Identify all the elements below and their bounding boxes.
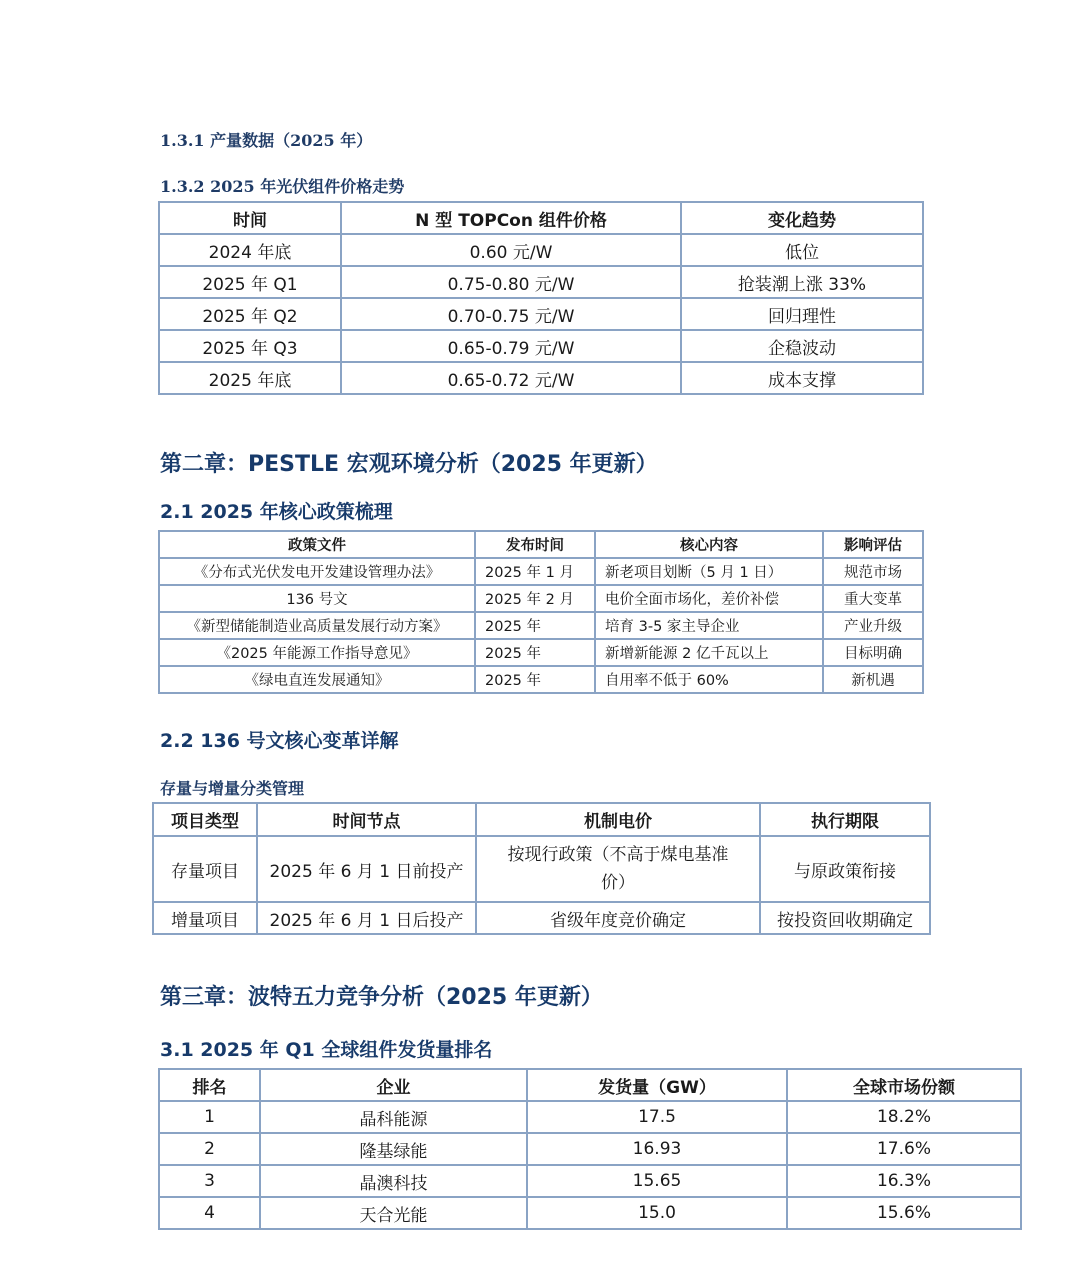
table-cell: 15.65 — [527, 1165, 787, 1197]
classification-table — [152, 802, 931, 935]
table-cell: 0.60 元/W — [341, 234, 681, 266]
header-cell: 影响评估 — [823, 531, 923, 558]
table-cell: 重大变革 — [823, 585, 923, 612]
table-cell: 省级年度竞价确定 — [476, 902, 760, 934]
header-cell: 全球市场份额 — [787, 1069, 1021, 1101]
table-row — [159, 666, 923, 693]
table-cell: 企稳波动 — [681, 330, 923, 362]
table-cell: 培育 3-5 家主导企业 — [595, 612, 823, 639]
table-cell: 2025 年 — [475, 612, 595, 639]
table-cell: 2025 年 — [475, 666, 595, 693]
heading-2-2: 2.2 136 号文核心变革详解 — [160, 730, 399, 752]
table-cell: 按投资回收期确定 — [760, 902, 930, 934]
header-cell: 时间 — [159, 202, 341, 234]
table-cell: 电价全面市场化，差价补偿 — [595, 585, 823, 612]
table-cell: 136 号文 — [159, 585, 475, 612]
table-cell: 1 — [159, 1101, 260, 1133]
table-row — [159, 1133, 1021, 1165]
table-cell: 自用率不低于 60% — [595, 666, 823, 693]
header-cell: 执行期限 — [760, 803, 930, 836]
table-row — [159, 558, 923, 585]
table-cell: 晶科能源 — [260, 1101, 527, 1133]
table-row — [153, 902, 930, 934]
table-cell: 2025 年 6 月 1 日后投产 — [257, 902, 476, 934]
header-cell: 机制电价 — [476, 803, 760, 836]
table-cell: 16.93 — [527, 1133, 787, 1165]
table-cell: 《绿电直连发展通知》 — [159, 666, 475, 693]
table-cell: 低位 — [681, 234, 923, 266]
table-cell: 按现行政策（不高于煤电基准价） — [476, 836, 760, 902]
table-cell: 2024 年底 — [159, 234, 341, 266]
table-cell: 3 — [159, 1165, 260, 1197]
table-cell: 0.75-0.80 元/W — [341, 266, 681, 298]
table-cell: 目标明确 — [823, 639, 923, 666]
table-cell: 2025 年底 — [159, 362, 341, 394]
table-cell: 隆基绿能 — [260, 1133, 527, 1165]
table-cell: 天合光能 — [260, 1197, 527, 1229]
table-header-row — [153, 803, 930, 836]
header-cell: 排名 — [159, 1069, 260, 1101]
header-cell: 政策文件 — [159, 531, 475, 558]
table-header-row — [159, 1069, 1021, 1101]
header-cell: 项目类型 — [153, 803, 257, 836]
table-header-row — [159, 202, 923, 234]
chapter-2-title: 第二章：PESTLE 宏观环境分析（2025 年更新） — [160, 452, 658, 477]
table-cell: 2 — [159, 1133, 260, 1165]
table-row — [159, 585, 923, 612]
header-cell: 时间节点 — [257, 803, 476, 836]
header-cell: 发布时间 — [475, 531, 595, 558]
table-cell: 16.3% — [787, 1165, 1021, 1197]
table-cell: 存量项目 — [153, 836, 257, 902]
table-cell: 规范市场 — [823, 558, 923, 585]
table-cell: 17.5 — [527, 1101, 787, 1133]
table-row — [159, 639, 923, 666]
table-row — [159, 266, 923, 298]
policy-table — [158, 530, 924, 694]
heading-2-1: 2.1 2025 年核心政策梳理 — [160, 501, 393, 523]
table-row — [153, 836, 930, 902]
table-cell: 4 — [159, 1197, 260, 1229]
table-row — [159, 330, 923, 362]
heading-1-3-1: 1.3.1 产量数据（2025 年） — [160, 131, 373, 150]
table-cell: 2025 年 Q1 — [159, 266, 341, 298]
table-cell: 《分布式光伏发电开发建设管理办法》 — [159, 558, 475, 585]
table-cell: 17.6% — [787, 1133, 1021, 1165]
table-cell: 新老项目划断（5 月 1 日） — [595, 558, 823, 585]
table-cell: 新增新能源 2 亿千瓦以上 — [595, 639, 823, 666]
header-cell: 发货量（GW） — [527, 1069, 787, 1101]
table-cell: 成本支撑 — [681, 362, 923, 394]
table-cell: 新机遇 — [823, 666, 923, 693]
table-row — [159, 612, 923, 639]
table-cell: 18.2% — [787, 1101, 1021, 1133]
heading-3-1: 3.1 2025 年 Q1 全球组件发货量排名 — [160, 1039, 493, 1061]
table-cell: 0.65-0.72 元/W — [341, 362, 681, 394]
table-cell: 2025 年 Q3 — [159, 330, 341, 362]
table-cell: 2025 年 1 月 — [475, 558, 595, 585]
table-cell: 2025 年 — [475, 639, 595, 666]
table-row — [159, 1197, 1021, 1229]
table-cell: 回归理性 — [681, 298, 923, 330]
table-cell: 与原政策衔接 — [760, 836, 930, 902]
header-cell: 变化趋势 — [681, 202, 923, 234]
header-cell: 企业 — [260, 1069, 527, 1101]
table-cell: 0.70-0.75 元/W — [341, 298, 681, 330]
table-cell: 晶澳科技 — [260, 1165, 527, 1197]
table-cell: 《2025 年能源工作指导意见》 — [159, 639, 475, 666]
table-row — [159, 1101, 1021, 1133]
table-cell: 产业升级 — [823, 612, 923, 639]
subheading-classification: 存量与增量分类管理 — [160, 779, 305, 798]
table-row — [159, 234, 923, 266]
table-cell: 2025 年 Q2 — [159, 298, 341, 330]
header-cell: 核心内容 — [595, 531, 823, 558]
shipment-ranking-table — [158, 1068, 1022, 1230]
table-cell: 抢装潮上涨 33% — [681, 266, 923, 298]
chapter-3-title: 第三章：波特五力竞争分析（2025 年更新） — [160, 985, 603, 1010]
table-cell: 增量项目 — [153, 902, 257, 934]
table-cell: 15.0 — [527, 1197, 787, 1229]
table-header-row — [159, 531, 923, 558]
table-cell: 《新型储能制造业高质量发展行动方案》 — [159, 612, 475, 639]
table-row — [159, 1165, 1021, 1197]
price-trend-table — [158, 201, 924, 395]
table-row — [159, 298, 923, 330]
heading-1-3-2: 1.3.2 2025 年光伏组件价格走势 — [160, 177, 405, 196]
table-cell: 0.65-0.79 元/W — [341, 330, 681, 362]
table-cell: 2025 年 6 月 1 日前投产 — [257, 836, 476, 902]
header-cell: N 型 TOPCon 组件价格 — [341, 202, 681, 234]
table-cell: 2025 年 2 月 — [475, 585, 595, 612]
table-row — [159, 362, 923, 394]
table-cell: 15.6% — [787, 1197, 1021, 1229]
